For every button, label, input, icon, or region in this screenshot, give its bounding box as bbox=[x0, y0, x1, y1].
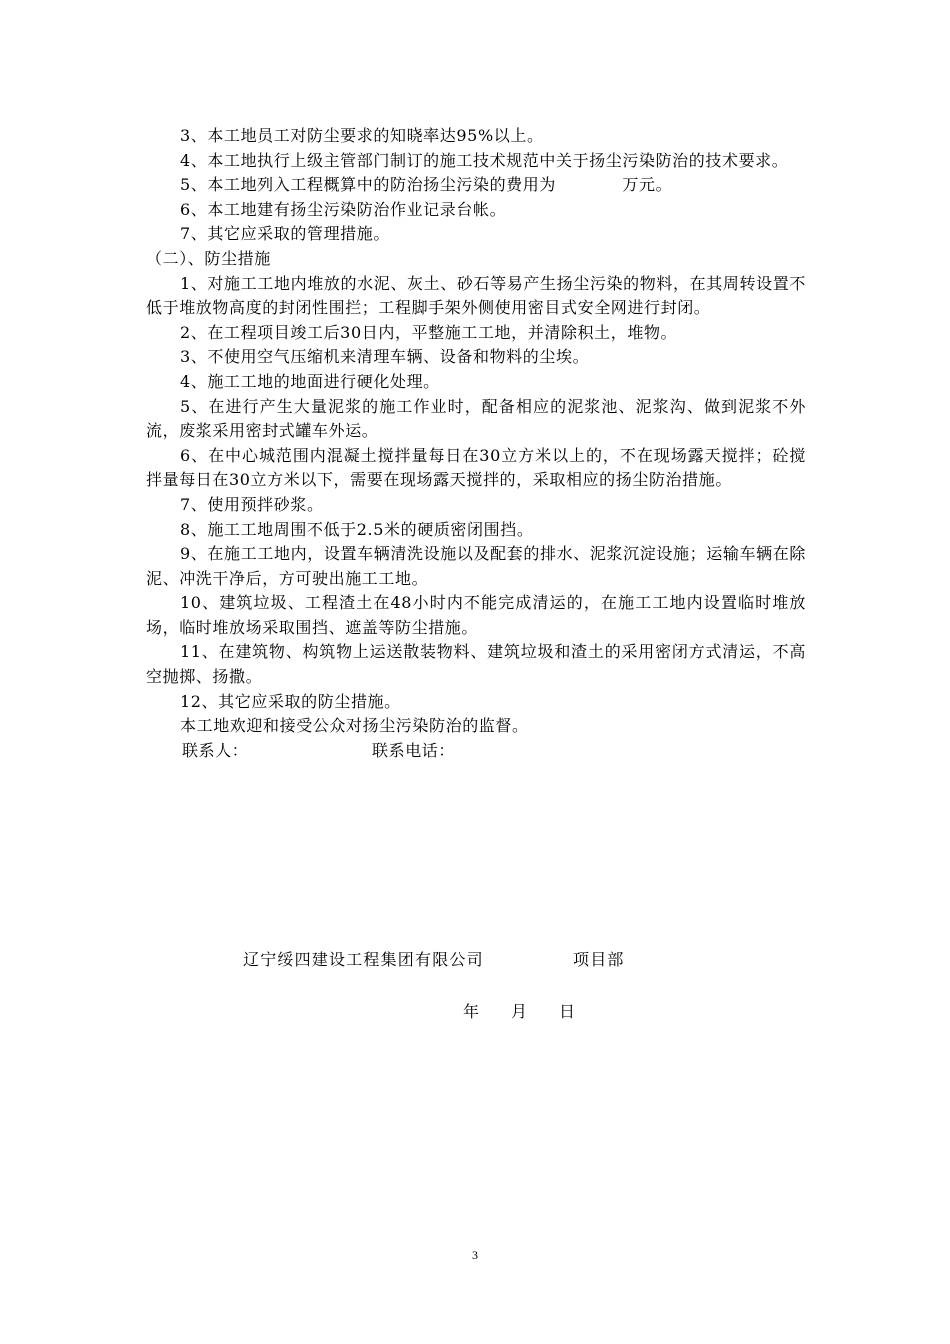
contact-phone-label: 联系电话： bbox=[372, 740, 456, 760]
paragraph: 7、使用预拌砂浆。 bbox=[180, 494, 324, 514]
paragraph: 7、其它应采取的管理措施。 bbox=[180, 224, 390, 244]
company-name: 辽宁绥四建设工程集团有限公司 bbox=[243, 950, 484, 969]
contact-person-label: 联系人： bbox=[182, 740, 249, 760]
paragraph: 4、施工工地的地面进行硬化处理。 bbox=[180, 371, 440, 391]
paragraph: 3、本工地员工对防尘要求的知晓率达95%以上。 bbox=[180, 126, 544, 145]
paragraph: 3、不使用空气压缩机来清理车辆、设备和物料的尘埃。 bbox=[180, 347, 590, 367]
paragraph: 11、在建筑物、构筑物上运送散装物料、建筑垃圾和渣土的采用密闭方式清运，不高空抛掷、扬撒。 bbox=[146, 642, 806, 687]
section-heading: （二）、防尘措施 bbox=[146, 248, 271, 268]
paragraph: 5、在进行产生大量泥浆的施工作业时，配备相应的泥浆池、泥浆沟、做到泥浆不外流，废浆采用密封式罐车外运。 bbox=[146, 396, 806, 441]
date-month: 月 bbox=[511, 1002, 528, 1021]
date-day: 日 bbox=[559, 1002, 576, 1021]
paragraph: 12、其它应采取的防尘措施。 bbox=[180, 691, 401, 711]
paragraph: 9、在施工工地内，设置车辆清洗设施以及配套的排水、泥浆沉淀设施；运输车辆在除泥、冲洗干净后，方可驶出施工工地。 bbox=[146, 544, 806, 588]
page-number: 3 bbox=[472, 1248, 478, 1262]
paragraph: 4、本工地执行上级主管部门制订的施工技术规范中关于扬尘污染防治的技术要求。 bbox=[180, 150, 789, 170]
paragraph: 10、建筑垃圾、工程渣土在48小时内不能完成清运的，在施工工地内设置临时堆放场，临时堆放场采取围挡、遮盖等防尘措施。 bbox=[146, 593, 806, 637]
paragraph: 5、本工地列入工程概算中的防治扬尘污染的费用为 万元。 bbox=[180, 175, 673, 195]
department-name: 项目部 bbox=[573, 950, 625, 969]
date-year: 年 bbox=[463, 1002, 480, 1021]
date-line bbox=[463, 999, 607, 1022]
paragraph: 2、在工程项目竣工后30日内，平整施工工地，并清除积土，堆物。 bbox=[180, 322, 678, 342]
paragraph: 1、对施工工地内堆放的水泥、灰土、砂石等易产生扬尘污染的物料，在其周转设置不低于堆放物高度的封闭性围拦；工程脚手架外侧使用密目式安全网进行封闭。 bbox=[146, 273, 806, 318]
paragraph: 6、本工地建有扬尘污染防治作业记录台帐。 bbox=[180, 199, 507, 219]
paragraph: 8、施工工地周围不低于2.5米的硬质密闭围挡。 bbox=[180, 519, 534, 539]
signature-line bbox=[243, 947, 625, 970]
paragraph: 本工地欢迎和接受公众对扬尘污染防治的监督。 bbox=[180, 716, 529, 736]
contact-line bbox=[146, 739, 806, 764]
paragraph: 6、在中心城范围内混凝土搅拌量每日在30立方米以上的，不在现场露天搅拌；砼搅拌量每日在30立方米以下，需要在现场露天搅拌的，采取相应的扬尘防治措施。 bbox=[146, 445, 806, 490]
document-body bbox=[146, 124, 806, 763]
